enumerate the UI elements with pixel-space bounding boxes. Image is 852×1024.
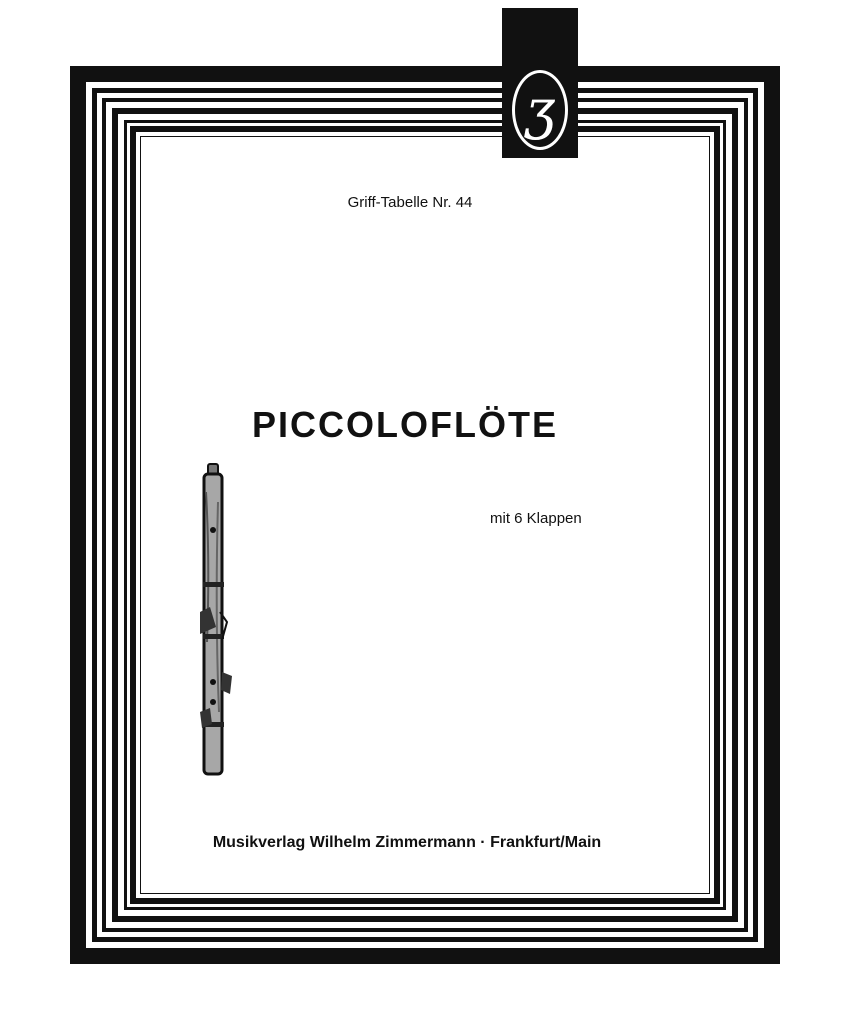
keys-subtitle: mit 6 Klappen [490,510,582,527]
publisher-text: Musikverlag Wilhelm Zimmermann · Frankfurt/Main [212,834,602,851]
monogram-glyph: ʒ [524,78,556,141]
page-title [140,404,710,446]
series-label-text: Griff-Tabelle Nr. 44 [347,194,473,211]
page-title-text: PICCOLOFLÖTE [252,404,558,445]
series-label [140,194,710,211]
piccolo-flute-icon [192,462,240,782]
publisher-line [140,834,710,852]
